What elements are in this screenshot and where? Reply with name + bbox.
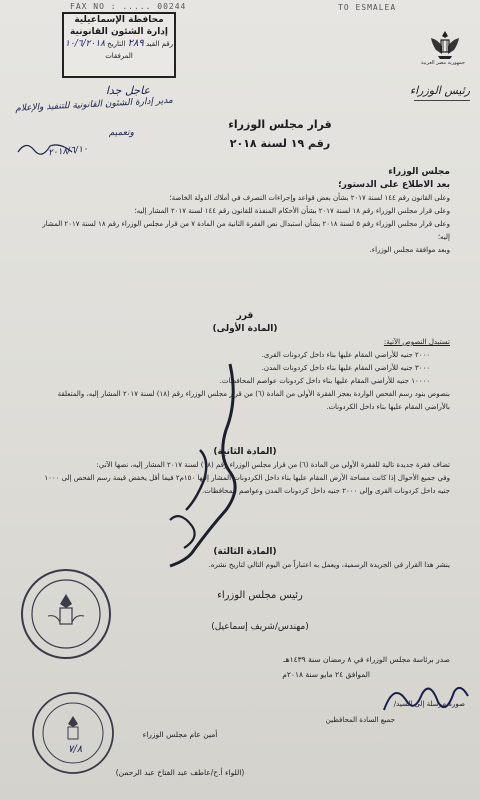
article-3-text: ينشر هذا القرار في الجريدة الرسمية، ويعمل به اعتباراً من اليوم التالي لتاريخ نشره.: [208, 561, 450, 569]
article-2-text-1: تضاف فقرة جديدة تالية للفقرة الأولى من المادة (٦) من قرار مجلس الوزراء رقم (١٨) لسنة ٢٠١٧ المشار إليه، نصها الآتي:: [96, 461, 450, 469]
handwritten-ref-number: ٧/٨: [68, 744, 83, 755]
preamble-item: وعلى قرار مجلس الوزراء رقم ٥ لسنة ٢٠١٨ بشأن استبدال نص الفقرة الثانية من المادة ٧ من قرار مجلس الوزراء رقم ١٨ لسنة ٢٠١٧ المشار إليه؛: [42, 220, 450, 241]
stamp-row-reg-label: رقم القيد: [145, 40, 173, 48]
signer-name: (مهندس/شريف إسماعيل): [211, 622, 309, 632]
decision-title: قرار مجلس الوزراء: [228, 118, 332, 131]
article-2-text-2: وفي جميع الأحوال إذا كانت مساحة الأرض المقام عليها بناء داخل الكردونات المشار إليها ١٥٠م٢ فيما أقل يخفض قيمة رسم الفحص إلى ١٠٠٠ جنيه داخل كردونات القرى وإلى ٢٠٠٠ جنيه داخل كردونات المدن وعواصم المحافظات.: [44, 474, 450, 495]
copy-to-recipients: جميع السادة المحافظين: [325, 716, 395, 724]
preamble-item: وبعد موافقة مجلس الوزراء.: [369, 246, 450, 254]
article-1-item: ٣٠٠٠ جنيه للأراضي المقام عليها بناء داخل كردونات المدن.: [261, 364, 430, 372]
issue-date-gregorian: الموافق ٢٤ مايو سنة ٢٠١٨م: [282, 670, 370, 679]
preamble-item: وعلى القانون رقم ١٤٤ لسنة ٢٠١٧ بشأن بعض قواعد وإجراءات التصرف في أملاك الدولة الخاصة؛: [169, 194, 450, 202]
decided-heading: قرر: [236, 311, 254, 321]
preamble-item: وعلى قرار مجلس الوزراء رقم ١٨ لسنة ٢٠١٧ بشأن الأحكام المنفذة للقانون رقم ١٤٤ لسنة ٢٠١٧ المشار إليه؛: [134, 207, 450, 215]
copy-to-label: صورة مرسلة إلى السيد/: [393, 700, 465, 708]
council-heading: مجلس الوزراء: [388, 167, 450, 177]
stamp-line-2: إدارة الشئون القانونية: [69, 27, 169, 37]
preamble-section: [40, 166, 450, 257]
signer-title: رئيس مجلس الوزراء: [217, 590, 303, 601]
letterhead-underline: [414, 100, 470, 101]
stamp-row-date-value: ١٠/٦/٢٠١٨: [65, 39, 105, 49]
handwritten-date: ٢٠١٨/٦/١٠: [47, 144, 89, 159]
article-1-item: ١٠٠٠٠ جنيه للأراضي المقام عليها بناء داخل كردونات عواصم المحافظات.: [219, 377, 430, 385]
handwritten-signature-scribble: [16, 138, 76, 158]
eagle-emblem-icon: [428, 28, 462, 62]
fax-recipient: TO ESMALEA: [338, 3, 397, 12]
stamp-row-reg: [64, 38, 174, 50]
secretary-title: أمين عام مجلس الوزراء: [142, 730, 218, 739]
article-1-heading: (المادة الأولى): [212, 324, 278, 334]
official-seal-icon: [18, 566, 114, 662]
decision-number: رقم ١٩ لسنة ٢٠١٨: [229, 137, 331, 150]
governorate-received-stamp: [62, 12, 176, 78]
republic-name: جمهورية مصر العربية: [421, 60, 465, 66]
copy-signature-scribble: [380, 676, 472, 722]
secretary-name: (اللواء أ.ح/عاطف عبد الفتاح عبد الرحمن): [115, 768, 245, 777]
stamp-row-attachments: المرفقات: [105, 52, 133, 60]
article-2-heading: (المادة الثانية): [213, 447, 277, 457]
article-1-item: ٢٠٠٠ جنيه للأراضي المقام عليها بناء داخل كردونات القرى.: [261, 351, 430, 359]
stamp-row-date-label: التاريخ: [107, 40, 126, 48]
pm-signature-scribble: [130, 360, 280, 570]
stamp-line-1: محافظة الإسماعيلية: [74, 15, 164, 25]
article-1-intro: تستبدل النصوص الآتية:: [383, 338, 450, 346]
prime-minister-letterhead: رئيس الوزراء: [409, 84, 471, 97]
article-3-heading: (المادة الثالثة): [213, 547, 277, 557]
handwritten-circulate: وتعميم: [108, 128, 134, 138]
issue-date-hijri: صدر برئاسة مجلس الوزراء في ٨ رمضان سنة ١٤٣٩هـ: [283, 655, 450, 664]
fax-header: FAX NO : ..... 00244: [70, 2, 187, 11]
handwritten-instruction: مدير إدارة الشئون القانونية للتنفيذ والإعلام: [15, 95, 174, 114]
handwritten-urgent: عاجل جدا: [105, 84, 150, 97]
secretary-seal-icon: [30, 690, 116, 776]
article-1-closing: بنصوص بنود رسم الفحص الواردة بعجز الفقرة الأولى من المادة (٦) من قرار مجلس الوزراء رقم (١٨) لسنة ٢٠١٧ المشار إليه، والمتعلقة بالأراضي المقام عليها بناء داخل الكردونات.: [57, 390, 450, 411]
constitution-review: بعد الاطلاع على الدستور؛: [338, 180, 450, 190]
stamp-row-reg-value: ٢٨٩: [127, 38, 144, 49]
